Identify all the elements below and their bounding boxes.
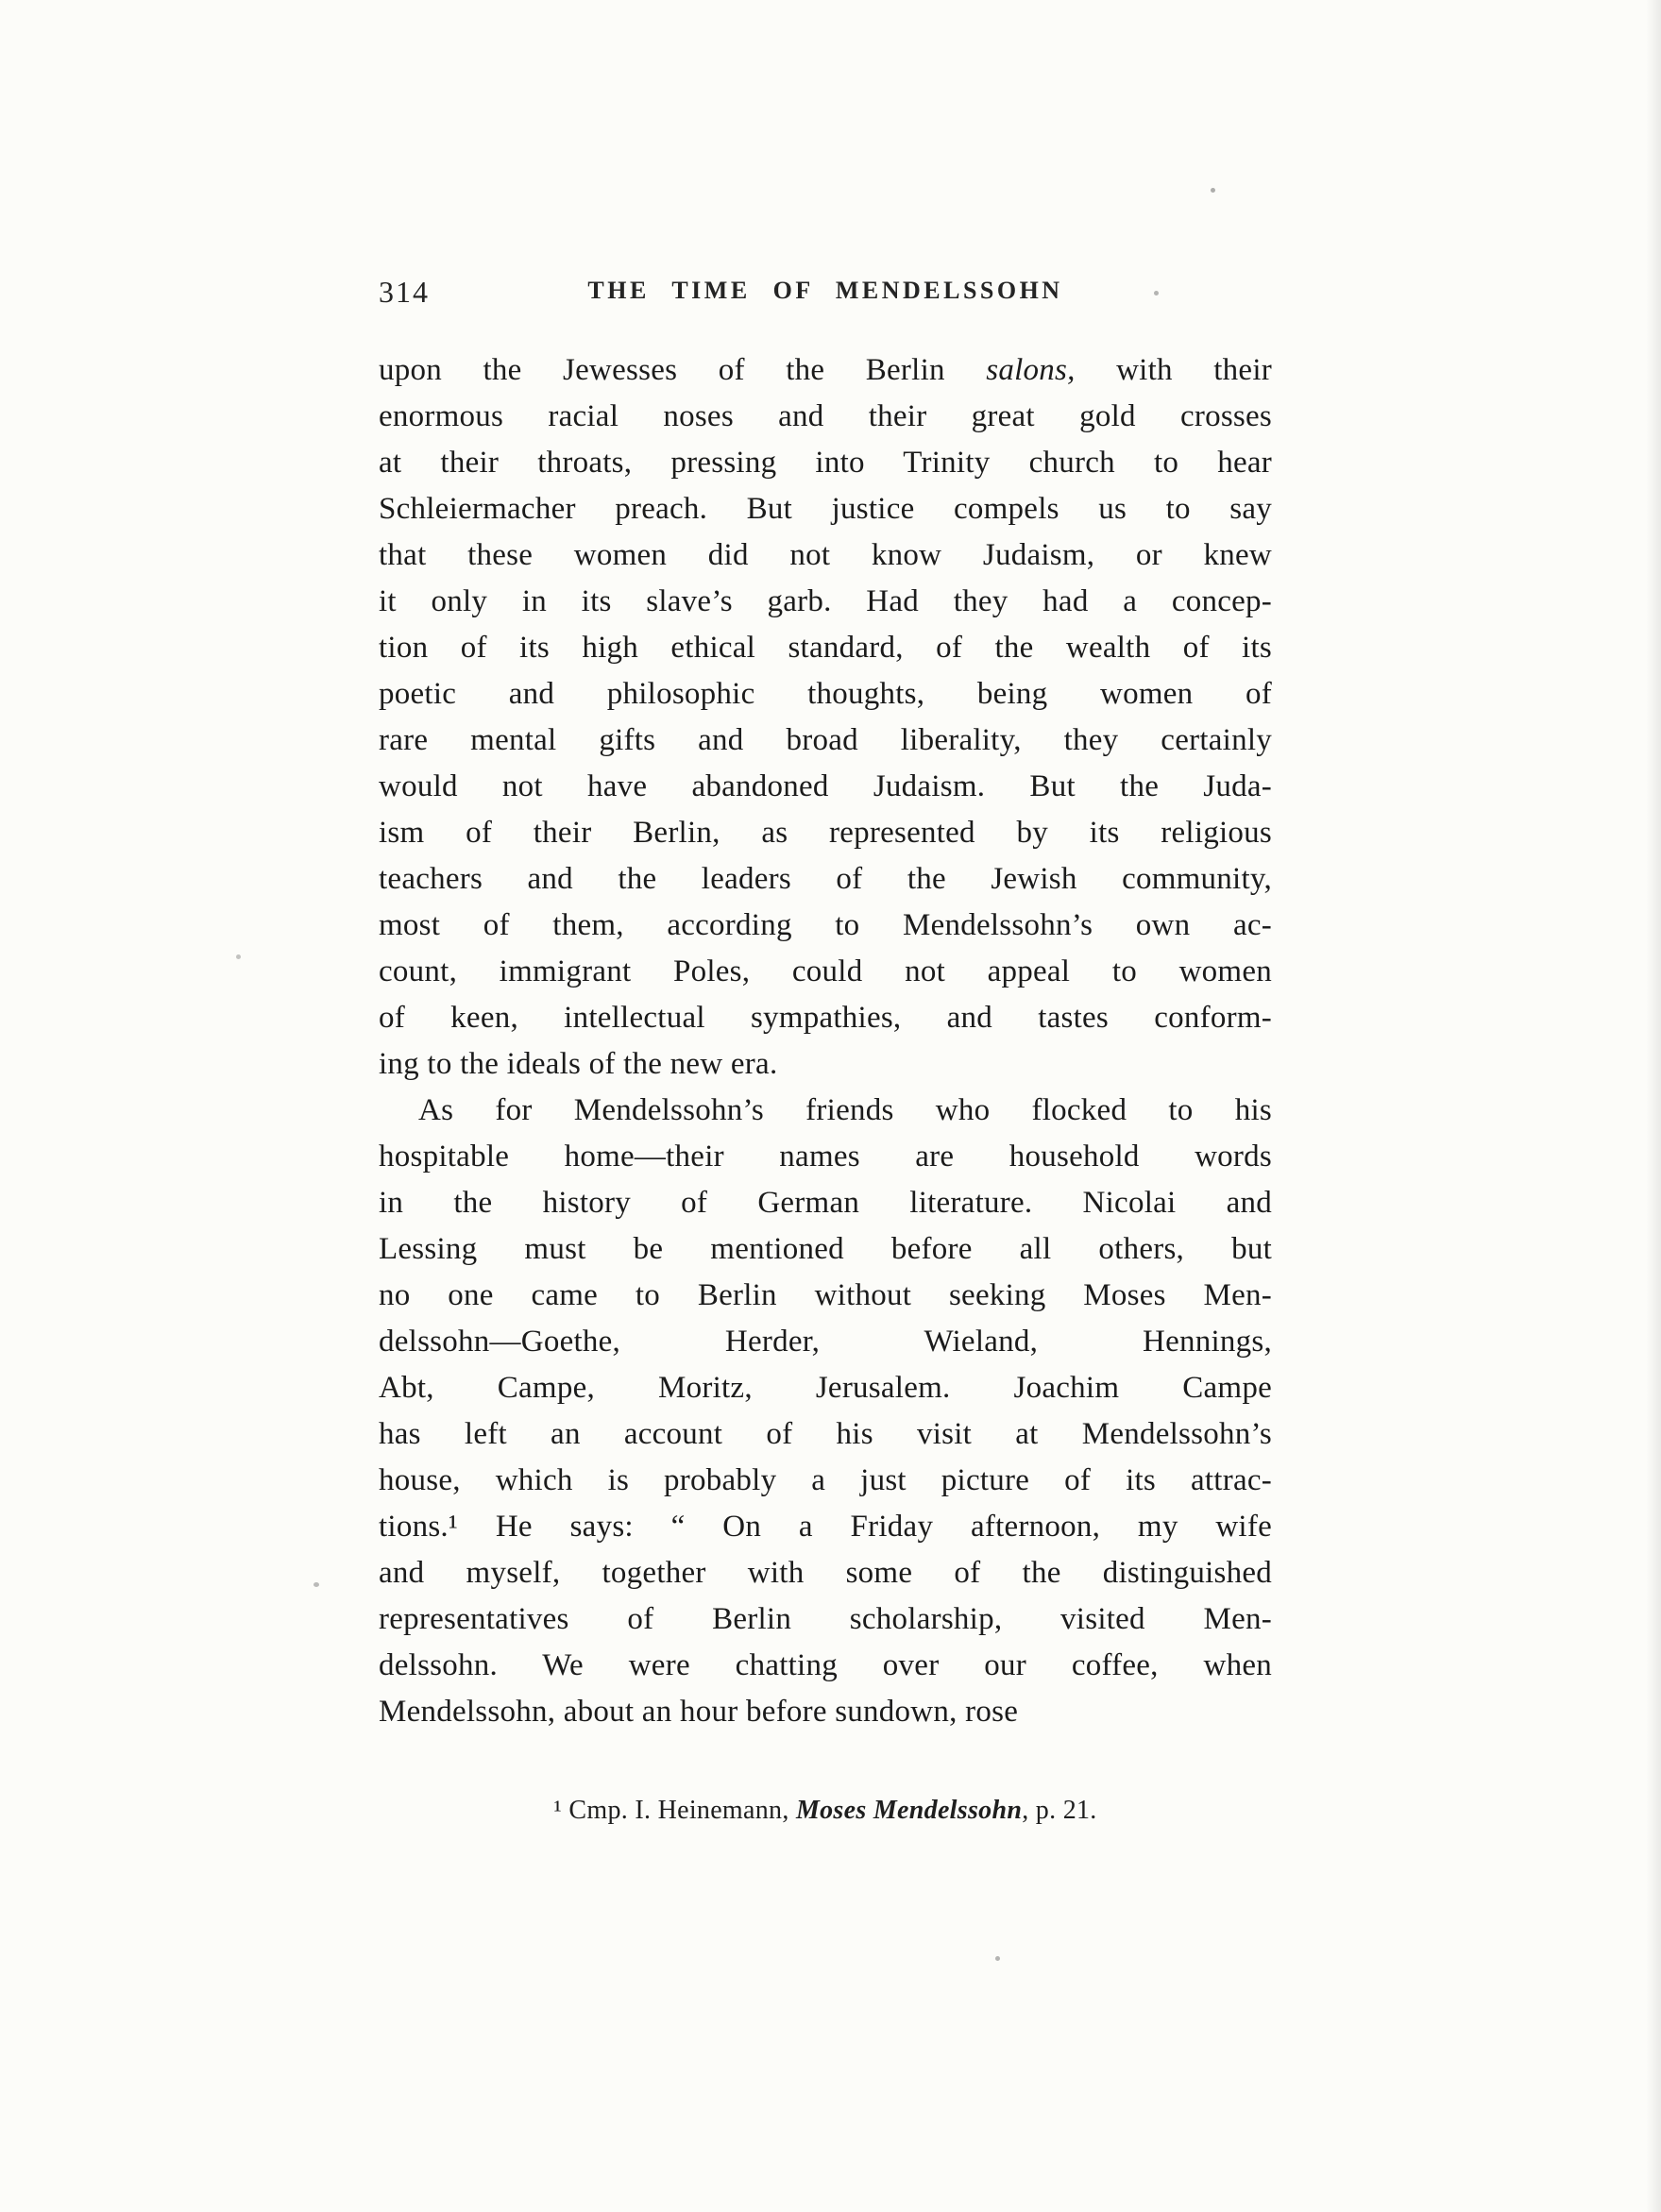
text-line <box>379 532 1272 579</box>
text-line <box>379 1088 1272 1134</box>
text-segment: of keen, intellectual sympathies, and tastes conform- <box>379 1001 1272 1035</box>
text-segment: delssohn—Goethe, Herder, Wieland, Hennings, <box>379 1325 1272 1359</box>
text-segment: delssohn. We were chatting over our coffee, when <box>379 1648 1272 1682</box>
text-segment: ism of their Berlin, as represented by its religious <box>379 816 1272 850</box>
text-line <box>379 1134 1272 1180</box>
text-segment: would not have abandoned Judaism. But the Juda- <box>379 769 1272 803</box>
text-segment: Lessing must be mentioned before all others, but <box>379 1232 1272 1266</box>
text-segment: enormous racial noses and their great gold crosses <box>379 399 1272 433</box>
scan-speck <box>1211 188 1215 193</box>
page-header <box>379 272 1272 313</box>
text-segment: house, which is probably a just picture of its attrac- <box>379 1463 1272 1497</box>
text-segment: Abt, Campe, Moritz, Jerusalem. Joachim Campe <box>379 1371 1272 1405</box>
text-line <box>379 856 1272 903</box>
body-text <box>379 347 1272 1735</box>
text-segment: count, immigrant Poles, could not appeal to women <box>379 954 1272 988</box>
running-title: THE TIME OF MENDELSSOHN <box>587 277 1063 304</box>
text-segment: has left an account of his visit at Mendelssohn’s <box>379 1417 1272 1451</box>
text-line <box>379 1319 1272 1365</box>
text-segment: Moses Mendelssohn <box>795 1796 1023 1825</box>
text-segment: Mendelssohn, about an hour before sundown, rose <box>379 1695 1019 1729</box>
text-line <box>379 579 1272 625</box>
text-segment: salons, <box>986 353 1076 387</box>
text-line <box>379 1458 1272 1504</box>
text-segment: poetic and philosophic thoughts, being women of <box>379 677 1272 711</box>
text-segment: in the history of German literature. Nicolai and <box>379 1186 1272 1220</box>
text-line <box>379 1041 1272 1088</box>
text-line <box>379 1596 1272 1643</box>
text-segment: ing to the ideals of the new era. <box>379 1047 778 1081</box>
text-segment: it only in its slave’s garb. Had they had a concep- <box>379 584 1272 618</box>
text-line <box>379 903 1272 949</box>
text-line <box>379 486 1272 532</box>
text-segment: no one came to Berlin without seeking Moses Men- <box>379 1278 1272 1312</box>
text-segment: and myself, together with some of the distinguished <box>379 1556 1272 1590</box>
text-line <box>379 764 1272 810</box>
text-line <box>379 810 1272 856</box>
text-line <box>379 1504 1272 1550</box>
scan-speck <box>314 1582 319 1587</box>
text-segment: at their throats, pressing into Trinity church to hear <box>379 446 1272 480</box>
text-line <box>379 394 1272 440</box>
text-segment: that these women did not know Judaism, or knew <box>379 538 1272 572</box>
scan-speck <box>236 954 241 959</box>
text-line <box>379 995 1272 1041</box>
text-line <box>379 1180 1272 1226</box>
footnote-text <box>553 1796 1096 1825</box>
page-number: 314 <box>379 275 430 309</box>
text-segment: upon the Jewesses of the Berlin <box>379 353 987 387</box>
text-segment: most of them, according to Mendelssohn’s own ac- <box>379 908 1272 942</box>
text-segment: hospitable home—their names are household words <box>379 1140 1272 1174</box>
text-line <box>379 1550 1272 1596</box>
text-line <box>379 1643 1272 1689</box>
text-segment: As for Mendelssohn’s friends who flocked to his <box>418 1093 1272 1127</box>
scan-speck <box>995 1956 1000 1961</box>
text-line <box>379 718 1272 764</box>
text-segment: Schleiermacher preach. But justice compels us to say <box>379 492 1272 526</box>
text-segment: rare mental gifts and broad liberality, they certainly <box>379 723 1272 757</box>
text-segment: representatives of Berlin scholarship, visited Men- <box>379 1602 1272 1636</box>
text-line <box>379 1226 1272 1273</box>
text-segment: , p. 21. <box>1022 1796 1097 1825</box>
text-segment: with their <box>1075 353 1272 387</box>
text-line <box>379 625 1272 671</box>
text-line <box>379 1411 1272 1458</box>
text-segment: tion of its high ethical standard, of the wealth of its <box>379 631 1272 665</box>
text-line <box>379 671 1272 718</box>
text-line <box>379 347 1272 394</box>
text-line <box>379 1365 1272 1411</box>
text-line <box>379 949 1272 995</box>
text-line <box>379 1273 1272 1319</box>
text-segment: tions.¹ He says: “ On a Friday afternoon, my wife <box>379 1510 1272 1544</box>
text-line <box>379 1689 1272 1735</box>
footnote <box>379 1796 1272 1826</box>
text-line <box>379 440 1272 486</box>
text-segment: teachers and the leaders of the Jewish community, <box>379 862 1272 896</box>
text-segment: ¹ Cmp. I. Heinemann, <box>553 1796 796 1825</box>
